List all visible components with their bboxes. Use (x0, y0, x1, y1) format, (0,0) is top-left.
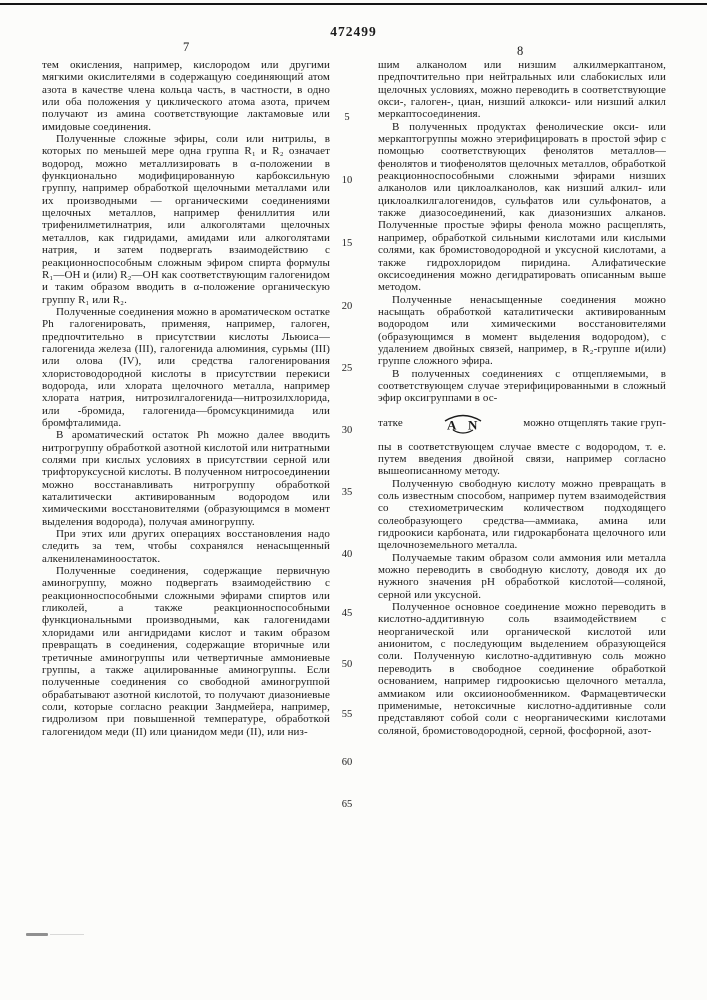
patent-number: 472499 (330, 24, 377, 39)
formula-text-after: можно отщеплять такие груп- (523, 416, 666, 429)
ring-letter-N: N (468, 417, 478, 433)
gutter-line-number: 45 (341, 608, 353, 619)
page-number-right: 8 (517, 44, 524, 58)
gutter-line-number: 10 (341, 175, 353, 186)
gutter-line-number: 25 (341, 363, 353, 374)
gutter-line-number: 65 (341, 799, 353, 810)
gutter (334, 0, 360, 1000)
paragraph: пы в соответствующем случае вместе с водородом, т. е. путем введения двойной связи, например согласно вышеописанному методу. (378, 440, 666, 478)
formula-text-before: татке (378, 416, 403, 429)
gutter-line-number: 20 (341, 301, 353, 312)
paragraph: Полученные соединения, содержащие первичную аминогруппу, можно подвергать взаимодействию с реакционноспособными сложными эфирами спиртов или гликолей, а также реакционноспособными функциональными производными, как галогенидами хлоридами или ангидридами кислот и таким образом превращать в соединения, содержащие вторичные или третичные аминогруппы или четвертичные аммониевые группы, а также ацилированные аминогруппы. Если полученные соединения со свободной аминогруппой обрабатывают азотной кислотой, то получают диазониевые соли, которые согласно реакции Зандмейера, например, гидролизом при повышенной температуре, обработкой галогенидом меди (II) или цианидом меди (II), или низ- (42, 565, 330, 738)
right-column (378, 59, 666, 738)
paragraph: В полученных продуктах фенолические окси- или меркаптогруппы можно этерифицировать в простой эфир с помощью соответствующих фенолятов металлов—фенолятов и тиофенолятов щелочных металлов, обработкой реакционноспособными сложными эфирами низших алканолов или циклоалканолов, как низший алкил- или циклоалкилгалогенидов, сульфатов или сульфонатов, а также диазосоединений, как диазонизших алканов. Полученные простые эфиры фенола можно расщеплять, например, обработкой сильными кислотами или кислыми солями, как бромистоводородной и уксусной кислотами, а также гидрохлоридом пиридина. Алифатические оксисоединения можно дегидратировать описанным выше методом. (378, 120, 666, 294)
page-number-left: 7 (183, 40, 190, 54)
paragraph: Полученные соединения можно в ароматическом остатке Ph галогенировать, применяя, например, галоген, предпочтительно в присутствии кислоты Льюиса—галогенида железа (III), галогенида алюминия, сурьмы (III) или олова (IV), или средства галогенирования хлористоводородной кислоты в присутствии перекиси водорода, или хлората щелочного металла, например хлората натрия, нитрозилгалогенида—нитрозилхлорида, или -бромида, галогенида—бромсукцинимида или бромфталимида. (42, 305, 330, 429)
scan-artifact (26, 933, 48, 936)
paragraph: Полученные сложные эфиры, соли или нитрилы, в которых по меньшей мере одна группа R₁ и R₂ означает водород, можно металлизировать в α-положении в функционально модифицированную карбоксильную группу, например обработкой щелочными металлами или их производными — органическими соединениями щелочных металлов, например фениллития или трифенилметилнатрия, или алкоголятами щелочных металлов, как гидридами, амидами или алкоголятами натрия, и затем подвергать взаимодействию с реакционноспособным сложным эфиром спирта формулы R₁—ОН и (или) R₂—ОН как соответствующим галогенидом и таким образом вводить в α-положение органическую группу R₁ или R₂. (42, 133, 330, 306)
chemical-ring-structure-A-N (443, 413, 483, 434)
paragraph: шим алканолом или низшим алкилмеркаптаном, предпочтительно при нейтральных или слабокислых или щелочных условиях, можно переводить в соответствующие окси-, галоген-, циан, низший алкокси- или низший алкил меркаптосоединения. (378, 59, 666, 121)
paragraph: Полученное основное соединение можно переводить в кислотно-аддитивную соль взаимодействием с неорганической или органической кислотой или анионитом, с последующим выделением образующейся соли. Полученную кислотно-аддитивную соль можно переводить в свободное соединение обработкой основанием, например гидроокисью щелочного металла, аммиаком или оксиионообменником. Фармацевтически применимые, нетоксичные кислотно-аддитивные соли представляют собой соли с неорганическими кислотами соляной, бромистоводородной, серной, фосфорной, азот- (378, 601, 666, 737)
gutter-line-number: 55 (341, 709, 353, 720)
gutter-line-number: 15 (341, 238, 353, 249)
ring-letter-A: A (447, 417, 457, 433)
paragraph: В ароматический остаток Ph можно далее вводить нитрогруппу обработкой азотной кислотой или нитратными солями при кислых условиях в присутствии серной или трифторуксусной кислоты. В полученном нитросоединении можно восстанавливать нитрогруппу обработкой каталитически активированным водородом или химическими восстановителями (образующимся в момент выделения водорода), получая аминогруппу. (42, 429, 330, 528)
left-column (42, 59, 330, 738)
paragraph: Полученную свободную кислоту можно превращать в соль известным способом, например путем взаимодействия со стехиометрическим количеством подходящего солеобразующего средства—аммиака, амина или гидроокиси карбоната, или гидрокарбоната щелочного или щелочноземельного металла. (378, 477, 666, 552)
gutter-line-number: 5 (344, 112, 350, 123)
paragraph: Получаемые таким образом соли аммония или металла можно переводить в свободную кислоту, доводя их до нужного значения pH обработкой кислотой—соляной, серной или уксусной. (378, 551, 666, 601)
paragraph: В полученных соединениях с отщепляемыми, в соответствующем случае этерифицированными в сложный эфир оксигруппами в ос- (378, 367, 666, 405)
gutter-line-number: 30 (341, 425, 353, 436)
paragraph: При этих или других операциях восстановления надо следить за тем, чтобы сохранялся ненасыщенный алкениленаминоостаток. (42, 528, 330, 565)
gutter-line-number: 35 (341, 487, 353, 498)
paragraph: Полученные ненасыщенные соединения можно насыщать обработкой каталитически активированным водородом или химическими восстановителями (образующимся в момент выделения водородом), с удалением двойных связей, например, в R₂-группе и(или) группе сложного эфира. (378, 293, 666, 368)
gutter-line-number: 40 (341, 549, 353, 560)
gutter-line-number: 50 (341, 659, 353, 670)
formula-line (378, 413, 666, 434)
paragraph: тем окисления, например, кислородом или другими мягкими окислителями в содержащую соединяющий атом азота в качестве члена кольца часть, в частности, в одно или оба положения у циклического атома азота, причем получают из амина соответствующие лактамовые или имидовые соединения. (42, 59, 330, 133)
gutter-line-number: 60 (341, 757, 353, 768)
